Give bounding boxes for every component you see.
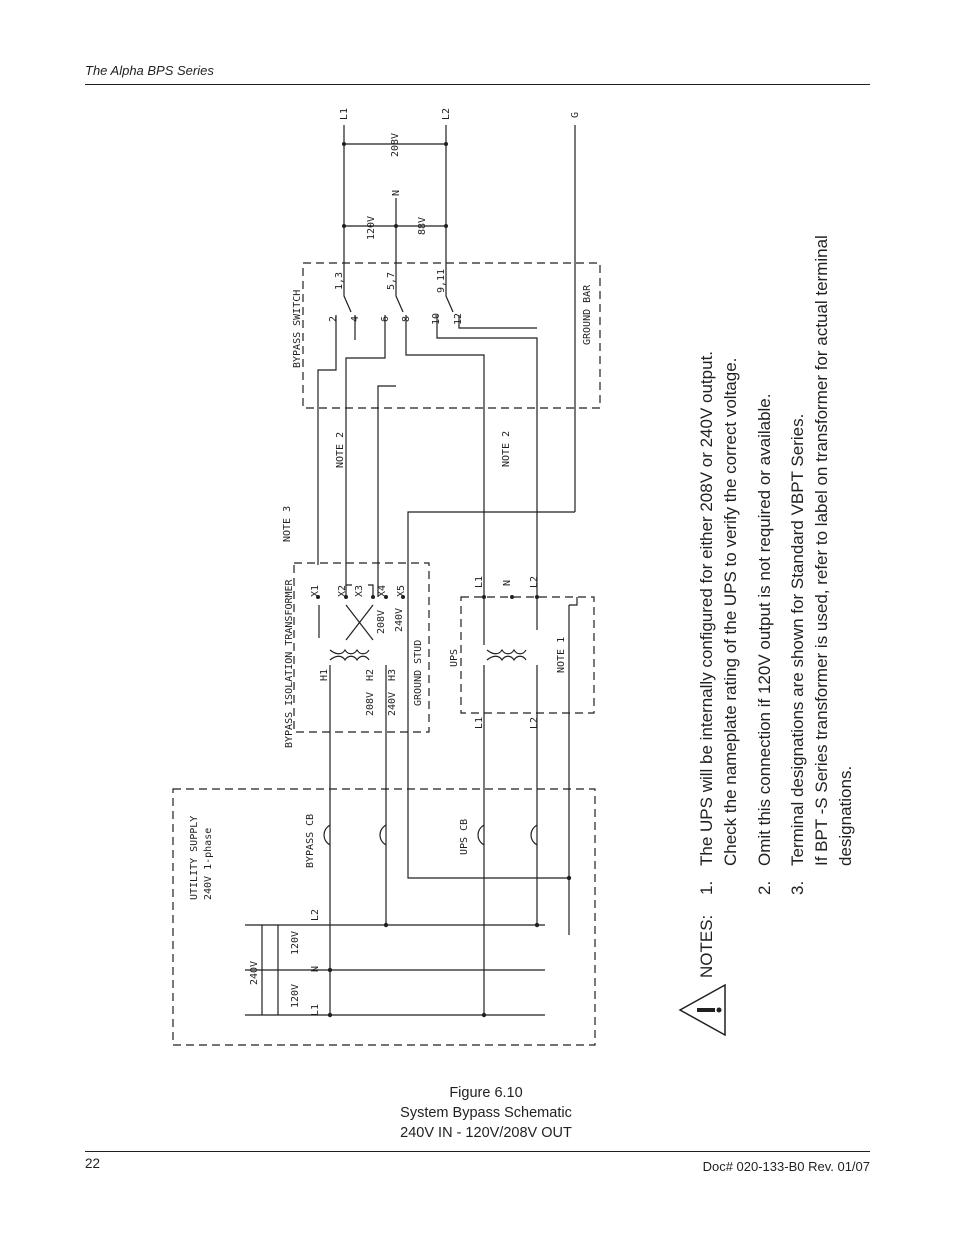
notes-heading: NOTES: — [697, 914, 716, 978]
wire-x4 — [378, 386, 396, 597]
note3-line1: Terminal designations are shown for Standard VBPT Series. — [788, 413, 807, 866]
h2-label: H2 — [365, 668, 376, 681]
ups-coils-upper — [487, 650, 526, 654]
contact-2: 2 — [328, 315, 339, 322]
x2-label: X2 — [337, 584, 348, 597]
utility-title-2: 240V 1-phase — [203, 827, 214, 900]
out-n-label: N — [391, 189, 402, 196]
ups-cb-label: UPS CB — [459, 818, 470, 855]
ups-out-n-label: N — [502, 579, 513, 586]
ups-in-l2-label: L2 — [529, 716, 540, 729]
utility-n-label: N — [310, 965, 321, 972]
footer-rule — [85, 1151, 870, 1152]
note2-number: 2. — [755, 880, 774, 895]
caption-line-1: Figure 6.10 — [449, 1085, 523, 1101]
bypass-switch-label: BYPASS SWITCH — [292, 289, 303, 368]
ground-stud-label: GROUND STUD — [413, 639, 424, 706]
wire-contact10 — [437, 312, 537, 597]
transformer-coils-upper — [330, 650, 369, 654]
note3-number: 3. — [788, 880, 807, 895]
switch-blade-3 — [446, 282, 453, 312]
note2-right: NOTE 2 — [501, 430, 512, 467]
pri-208v-label: 208V — [365, 691, 376, 716]
utility-240v-label: 240V — [249, 960, 260, 985]
note2-left: NOTE 2 — [335, 431, 346, 468]
v88-label: 88V — [417, 216, 428, 235]
wire-contact6 — [346, 315, 385, 585]
contact-10: 10 — [431, 312, 442, 325]
doc-number: Doc# 020-133-B0 Rev. 01/07 — [702, 1159, 870, 1174]
wire-contact2 — [318, 315, 336, 565]
caption-line-2: System Bypass Schematic — [400, 1105, 572, 1121]
switch-blade-1 — [344, 282, 351, 312]
ups-in-l1-label: L1 — [474, 716, 485, 729]
ups-coils — [487, 656, 526, 660]
pri-240v-label: 240V — [387, 691, 398, 716]
header-title: The Alpha BPS Series — [85, 63, 214, 78]
ups-label: UPS — [449, 648, 460, 667]
transformer-label: BYPASS ISOLATION TRANSFORMER — [284, 579, 295, 748]
ground-bar-label: GROUND BAR — [582, 284, 593, 345]
utility-title-1: UTILITY SUPPLY — [189, 815, 200, 900]
utility-l2-label: L2 — [310, 908, 321, 921]
v208-label: 208V — [390, 132, 401, 157]
bypass-cb-breaker — [324, 825, 386, 845]
ups-ground-link — [569, 597, 577, 605]
pole-9-11: 9,11 — [436, 268, 447, 293]
wire-contact8 — [406, 312, 484, 597]
pole-5-7: 5,7 — [386, 271, 397, 290]
wire-ground-bar — [408, 512, 575, 878]
ups-out-l1-label: L1 — [474, 575, 485, 588]
x5-label: X5 — [396, 584, 407, 597]
note3-line2: If BPT -S Series transformer is used, refer to label on transformer for actual terminal — [812, 235, 831, 866]
contact-6: 6 — [380, 315, 391, 322]
note2-line1: Omit this connection if 120V output is not required or available. — [755, 393, 774, 866]
h3-label: H3 — [387, 668, 398, 681]
v120-label: 120V — [366, 215, 377, 240]
caption-line-3: 240V IN - 120V/208V OUT — [400, 1125, 572, 1141]
h1-label: H1 — [319, 668, 330, 681]
out-l1-label: L1 — [339, 107, 350, 120]
note1-label: NOTE 1 — [556, 636, 567, 673]
contact-12: 12 — [453, 312, 464, 325]
contact-8: 8 — [401, 315, 412, 322]
sec-208v-label: 208V — [376, 609, 387, 634]
note3-label: NOTE 3 — [282, 505, 293, 542]
ups-box — [461, 597, 594, 713]
ups-out-l2-label: L2 — [529, 575, 540, 588]
utility-l1-label: L1 — [310, 1003, 321, 1016]
out-g-label: G — [570, 111, 581, 118]
bypass-cb-label: BYPASS CB — [305, 813, 316, 868]
page-number: 22 — [85, 1156, 101, 1171]
x4-label: X4 — [377, 584, 388, 597]
note1-line1: The UPS will be internally configured for either 208V or 240V output. — [697, 350, 716, 866]
transformer-coils — [330, 656, 369, 660]
note1-line2: Check the nameplate rating of the UPS to verify the correct voltage. — [721, 357, 740, 866]
bypass-switch-box — [303, 263, 600, 408]
note1-number: 1. — [697, 880, 716, 895]
x1-label: X1 — [310, 584, 321, 597]
wire-contact12 — [459, 315, 537, 328]
sec-240v-label: 240V — [394, 607, 405, 632]
ups-cb-breaker — [478, 825, 537, 845]
contact-4: 4 — [350, 315, 361, 322]
warning-triangle-icon — [680, 985, 725, 1035]
out-l2-label: L2 — [441, 107, 452, 120]
note3-line3: designations. — [836, 765, 855, 866]
utility-120v-b-label: 120V — [290, 930, 301, 955]
pole-1-3: 1,3 — [334, 271, 345, 290]
utility-120v-a-label: 120V — [290, 983, 301, 1008]
figure-caption — [336, 1083, 636, 1143]
x3-label: X3 — [354, 584, 365, 597]
switch-blade-2 — [396, 282, 403, 312]
utility-supply-box — [173, 789, 595, 1045]
